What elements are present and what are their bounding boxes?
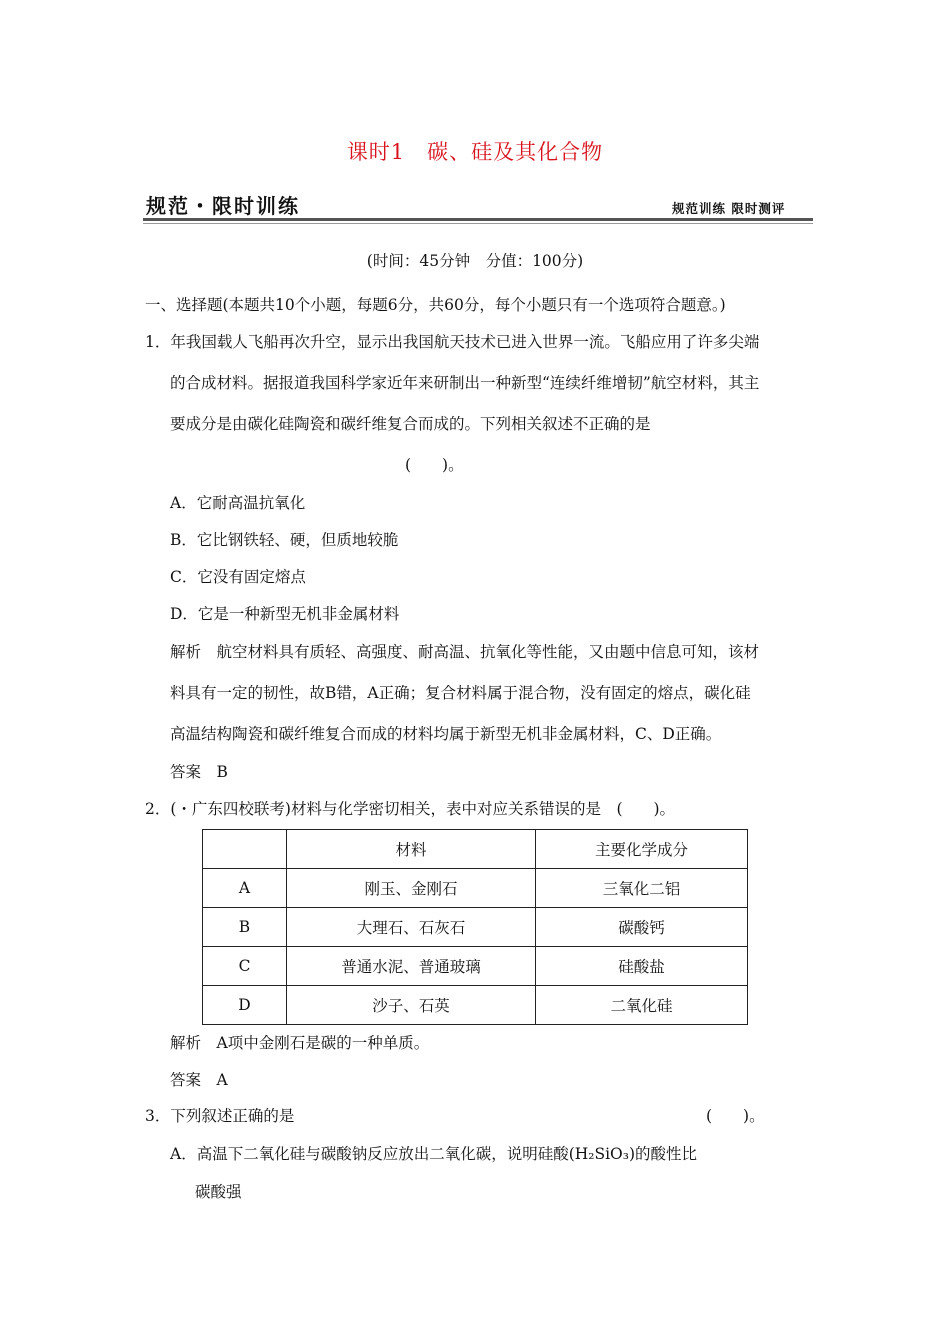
question-3-option-a-line-2: 碳酸强 (195, 1183, 242, 1201)
table-cell: B (203, 908, 287, 947)
table-cell: 刚玉、金刚石 (287, 869, 536, 908)
question-2-analysis: 解析 A项中金刚石是碳的一种单质。 (170, 1034, 430, 1052)
table-header-cell (203, 830, 287, 869)
banner-rule-thin (143, 223, 813, 224)
banner-section-label: 规范・限时训练 (146, 194, 300, 218)
table-header-cell: 材料 (287, 830, 536, 869)
table-cell: D (203, 986, 287, 1025)
question-1-option-a: A．它耐高温抗氧化 (170, 494, 306, 512)
question-3-stem: 3．下列叙述正确的是 (145, 1107, 295, 1125)
table-row (203, 908, 748, 947)
banner-subtitle: 规范训练 限时测评 (672, 201, 786, 216)
question-1-answer-bracket: ( )。 (405, 456, 464, 474)
table-cell: 普通水泥、普通玻璃 (287, 947, 536, 986)
question-1-line-1: 1．年我国载人飞船再次升空，显示出我国航天技术已进入世界一流。飞船应用了许多尖端 (145, 333, 760, 351)
table-row (203, 869, 748, 908)
question-3-option-a-line-1: A．高温下二氧化硅与碳酸钠反应放出二氧化碳，说明硅酸(H₂SiO₃)的酸性比 (170, 1145, 698, 1163)
question-2-stem: 2．(・广东四校联考)材料与化学密切相关，表中对应关系错误的是 ( )。 (145, 800, 676, 818)
question-1-option-b: B．它比钢铁轻、硬，但质地较脆 (170, 531, 399, 549)
banner-rule-thick (143, 218, 813, 221)
table-cell: 大理石、石灰石 (287, 908, 536, 947)
materials-table (202, 829, 748, 1025)
table-cell: C (203, 947, 287, 986)
question-1-line-3: 要成分是由碳化硅陶瓷和碳纤维复合而成的。下列相关叙述不正确的是 (170, 415, 651, 433)
question-1-analysis-line-2: 料具有一定的韧性，故B错，A正确；复合材料属于混合物，没有固定的熔点，碳化硅 (170, 684, 751, 702)
question-1-line-2: 的合成材料。据报道我国科学家近年来研制出一种新型“连续纤维增韧”航空材料，其主 (170, 374, 760, 392)
lesson-title: 课时1 碳、硅及其化合物 (346, 140, 604, 164)
table-header-row (203, 830, 748, 869)
table-cell: 碳酸钙 (536, 908, 748, 947)
table-cell: 沙子、石英 (287, 986, 536, 1025)
section-heading: 一、选择题(本题共10个小题，每题6分，共60分，每个小题只有一个选项符合题意。) (145, 296, 726, 314)
table-header-cell: 主要化学成分 (536, 830, 748, 869)
table-row (203, 947, 748, 986)
question-1-option-c: C．它没有固定熔点 (170, 568, 306, 586)
table-row (203, 986, 748, 1025)
question-2-answer: 答案 A (170, 1071, 228, 1089)
question-1-analysis-line-1: 解析 航空材料具有质轻、高强度、耐高温、抗氧化等性能，又由题中信息可知，该材 (170, 643, 760, 661)
table-cell: A (203, 869, 287, 908)
question-3-answer-bracket: ( )。 (706, 1107, 765, 1125)
table-cell: 硅酸盐 (536, 947, 748, 986)
table-cell: 二氧化硅 (536, 986, 748, 1025)
question-1-option-d: D．它是一种新型无机非金属材料 (170, 605, 400, 623)
question-1-analysis-line-3: 高温结构陶瓷和碳纤维复合而成的材料均属于新型无机非金属材料，C、D正确。 (170, 725, 722, 743)
table-cell: 三氧化二铝 (536, 869, 748, 908)
time-score-info: (时间：45分钟 分值：100分) (366, 252, 584, 270)
question-1-answer: 答案 B (170, 763, 228, 781)
